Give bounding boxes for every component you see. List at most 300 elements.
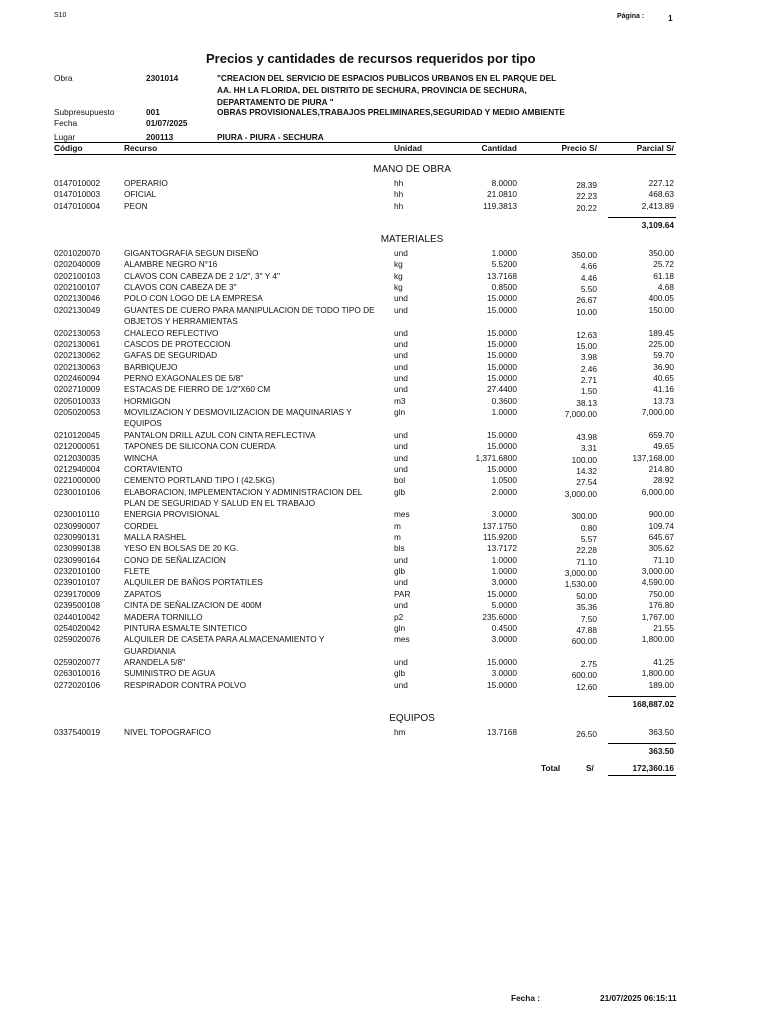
resource-code: 0263010016 xyxy=(54,668,101,679)
table-row xyxy=(0,201,768,212)
resource-price: 47.88 xyxy=(576,624,597,635)
lugar-label: Lugar xyxy=(54,132,76,142)
table-row xyxy=(0,189,768,200)
resource-qty: 0.3600 xyxy=(491,395,517,406)
section-title: EQUIPOS xyxy=(389,713,435,724)
obra-label: Obra xyxy=(54,73,73,83)
resource-code: 0202130063 xyxy=(54,361,101,372)
section-title: MANO DE OBRA xyxy=(373,164,451,175)
col-partial: Parcial S/ xyxy=(636,143,674,153)
resource-qty: 5.5200 xyxy=(491,259,517,270)
table-row xyxy=(0,178,768,189)
resource-code: 0202460094 xyxy=(54,373,101,383)
subpresupuesto-label: Subpresupuesto xyxy=(54,107,115,117)
resource-qty: 0.4500 xyxy=(491,622,517,633)
resource-unit: kg xyxy=(394,270,403,281)
resource-name: ARANDELA 5/8" xyxy=(124,657,186,667)
resource-qty: 3.0000 xyxy=(491,577,517,588)
resource-unit: und xyxy=(394,452,408,463)
resource-unit: und xyxy=(394,577,408,588)
table-row xyxy=(0,532,768,543)
resource-unit: und xyxy=(394,429,408,440)
subtotal-rule xyxy=(608,743,676,744)
resource-partial: 225.00 xyxy=(648,338,674,349)
resource-code: 0230010110 xyxy=(54,509,100,520)
table-row xyxy=(0,566,768,577)
table-row xyxy=(0,543,768,554)
resource-unit: und xyxy=(394,350,408,361)
page-number: 1 xyxy=(668,13,673,23)
resource-partial: 6,000.00 xyxy=(641,486,674,497)
resource-partial: 645.67 xyxy=(648,532,674,542)
table-row xyxy=(0,634,768,645)
resource-name: CHALECO REFLECTIVO xyxy=(124,327,219,338)
resource-name: MALLA RASHEL xyxy=(124,532,187,542)
resource-qty: 1.0000 xyxy=(491,248,517,258)
table-row xyxy=(0,577,768,588)
resource-name: SUMINISTRO DE AGUA xyxy=(124,668,216,679)
resource-partial: 59.70 xyxy=(653,350,674,361)
resource-qty: 15.0000 xyxy=(487,338,517,349)
resource-code: 0202710009 xyxy=(54,384,101,395)
resource-partial: 41.16 xyxy=(653,384,674,395)
resource-qty: 2.0000 xyxy=(491,486,517,497)
table-row-continuation xyxy=(0,316,768,327)
resource-code: 0230990138 xyxy=(54,543,101,554)
resource-name: ALAMBRE NEGRO N°16 xyxy=(124,259,218,270)
resource-unit: und xyxy=(394,679,408,690)
resource-qty: 0.8500 xyxy=(491,282,517,293)
resource-name: GUANTES DE CUERO PARA MANIPULACION DE TODO TIPO DE xyxy=(124,304,375,315)
resource-price: 15.00 xyxy=(576,340,597,351)
table-row xyxy=(0,259,768,270)
resource-partial: 214.80 xyxy=(648,463,674,474)
section-subtotal: 168,887.02 xyxy=(632,699,674,709)
resource-qty: 1.0000 xyxy=(491,407,517,417)
resource-partial: 1,800.00 xyxy=(641,668,674,679)
resource-qty: 15.0000 xyxy=(487,373,517,383)
resource-code: 0147010004 xyxy=(54,200,101,211)
table-row xyxy=(0,521,768,532)
resource-price: 50.00 xyxy=(576,590,597,601)
resource-partial: 400.05 xyxy=(648,293,674,304)
resource-price: 100.00 xyxy=(571,454,597,465)
section-subtotal: 363.50 xyxy=(648,746,674,756)
resource-qty: 15.0000 xyxy=(487,463,517,474)
resource-partial: 900.00 xyxy=(648,509,674,520)
resource-code: 0212000051 xyxy=(54,441,101,452)
resource-price: 35.36 xyxy=(576,602,597,613)
resource-name-line2: OBJETOS Y HERRAMIENTAS xyxy=(124,316,238,327)
resource-name: ZAPATOS xyxy=(124,588,162,599)
resource-code: 0201020070 xyxy=(54,248,101,258)
resource-code: 0232010100 xyxy=(54,566,101,577)
resource-qty: 1.0000 xyxy=(491,566,517,577)
resource-partial: 109.74 xyxy=(648,520,674,531)
resource-price: 10.00 xyxy=(576,306,597,317)
table-row xyxy=(0,680,768,691)
resource-code: 0212940004 xyxy=(54,463,101,474)
lugar-code: 200113 xyxy=(146,132,174,142)
resource-qty: 15.0000 xyxy=(487,293,517,304)
resource-unit: und xyxy=(394,554,408,565)
resource-price: 2.46 xyxy=(580,363,597,374)
resource-code: 0210120045 xyxy=(54,429,101,440)
table-row xyxy=(0,430,768,441)
resource-partial: 25.72 xyxy=(653,259,674,270)
resource-qty: 5.0000 xyxy=(491,600,517,611)
footer-fecha-value: 21/07/2025 06:15:11 xyxy=(600,993,677,1003)
table-row xyxy=(0,668,768,679)
header-rule-bottom xyxy=(54,154,676,155)
obra-desc-line2: AA. HH LA FLORIDA, DEL DISTRITO DE SECHURA, PROVINCIA DE SECHURA, xyxy=(217,85,527,95)
total-currency: S/ xyxy=(586,763,594,773)
resource-unit: glb xyxy=(394,566,406,577)
resource-unit: und xyxy=(394,373,408,383)
resource-code: 0272020106 xyxy=(54,679,101,690)
subtotal-rule xyxy=(608,696,676,697)
resource-partial: 1,767.00 xyxy=(641,611,674,622)
resource-qty: 1.0000 xyxy=(491,554,517,565)
resource-code: 0239500108 xyxy=(54,600,101,611)
resource-name: CLAVOS CON CABEZA DE 3" xyxy=(124,282,237,293)
fecha-label: Fecha xyxy=(54,118,78,128)
resource-partial: 4.68 xyxy=(657,282,674,293)
resource-name: MADERA TORNILLO xyxy=(124,611,203,622)
page-label: Página : xyxy=(617,13,645,20)
resource-partial: 137,168.00 xyxy=(632,452,674,463)
table-row xyxy=(0,384,768,395)
resource-unit: kg xyxy=(394,259,403,270)
table-row xyxy=(0,407,768,418)
resource-code: 0230990131 xyxy=(54,532,101,542)
resource-partial: 41.25 xyxy=(653,657,674,667)
resource-name: HORMIGON xyxy=(124,395,171,406)
resource-price: 300.00 xyxy=(571,511,597,522)
table-row xyxy=(0,350,768,361)
resource-qty: 235.6000 xyxy=(482,611,517,622)
resource-qty: 8.0000 xyxy=(491,178,517,188)
resource-price: 0.80 xyxy=(580,522,597,533)
table-row xyxy=(0,282,768,293)
resource-partial: 189.45 xyxy=(648,327,674,338)
resource-name-line2: GUARDIANIA xyxy=(124,645,176,656)
subpresupuesto-code: 001 xyxy=(146,107,160,117)
resource-qty: 3.0000 xyxy=(491,668,517,679)
resource-unit: hh xyxy=(394,178,404,188)
resource-name: RESPIRADOR CONTRA POLVO xyxy=(124,679,247,690)
resource-unit: und xyxy=(394,338,408,349)
resource-price: 3,000.00 xyxy=(564,568,597,579)
resource-partial: 71.10 xyxy=(653,554,674,565)
resource-partial: 150.00 xyxy=(648,304,674,315)
resource-qty: 119.3813 xyxy=(483,200,517,211)
table-row xyxy=(0,612,768,623)
resource-price: 3.98 xyxy=(580,352,597,363)
table-row xyxy=(0,623,768,634)
resource-qty: 15.0000 xyxy=(487,350,517,361)
resource-price: 28.39 xyxy=(576,180,597,190)
resource-unit: mes xyxy=(394,634,410,645)
resource-partial: 4,590.00 xyxy=(641,577,674,588)
resource-qty: 1,371.6800 xyxy=(475,452,517,463)
table-row xyxy=(0,362,768,373)
section-title: MATERIALES xyxy=(380,234,444,245)
resource-price: 22.28 xyxy=(576,545,597,556)
resource-code: 0244010042 xyxy=(54,611,101,622)
resource-partial: 176.80 xyxy=(648,600,674,611)
resource-price: 4.66 xyxy=(580,261,597,272)
resource-code: 0202130061 xyxy=(54,338,101,349)
table-row-continuation xyxy=(0,418,768,429)
resource-code: 0202130049 xyxy=(54,304,101,315)
resource-code: 0202130046 xyxy=(54,293,101,304)
resource-partial: 13.73 xyxy=(653,395,674,406)
resource-partial: 36.90 xyxy=(653,361,674,372)
obra-desc-line3: DEPARTAMENTO DE PIURA " xyxy=(217,97,334,107)
resource-name: ELABORACION, IMPLEMENTACION Y ADMINISTRACION DEL xyxy=(124,486,363,497)
resource-name: CEMENTO PORTLAND TIPO I (42.5KG) xyxy=(124,475,275,486)
table-row xyxy=(0,657,768,668)
resource-code: 0230010106 xyxy=(54,486,101,497)
resource-price: 20.22 xyxy=(576,202,597,213)
resource-price: 27.54 xyxy=(576,477,597,488)
resource-unit: und xyxy=(394,248,408,258)
resource-code: 0202100107 xyxy=(54,282,101,293)
resource-price: 3.31 xyxy=(580,443,597,454)
resource-price: 7,000.00 xyxy=(564,409,597,419)
resource-code: 0239170009 xyxy=(54,588,101,599)
resource-unit: glb xyxy=(394,486,406,497)
resource-unit: mes xyxy=(394,509,410,520)
resource-qty: 15.0000 xyxy=(487,361,517,372)
resource-partial: 3,000.00 xyxy=(641,566,674,577)
resource-qty: 15.0000 xyxy=(487,679,517,690)
resource-name: PINTURA ESMALTE SINTETICO xyxy=(124,622,247,633)
section-subtotal: 3,109.64 xyxy=(641,220,674,230)
resource-name: ALQUILER DE BAÑOS PORTATILES xyxy=(124,577,263,588)
resource-price: 600.00 xyxy=(571,670,597,681)
resource-unit: bol xyxy=(394,475,406,486)
resource-unit: glb xyxy=(394,668,406,679)
table-row xyxy=(0,464,768,475)
resource-unit: hm xyxy=(394,727,406,737)
resource-name: CLAVOS CON CABEZA DE 2 1/2", 3" Y 4" xyxy=(124,270,280,281)
resource-partial: 61.18 xyxy=(653,270,674,281)
resource-price: 71.10 xyxy=(576,556,597,567)
resource-qty: 137.1750 xyxy=(482,520,517,531)
fecha-value: 01/07/2025 xyxy=(146,118,188,128)
resource-unit: und xyxy=(394,293,408,304)
resource-partial: 189.00 xyxy=(648,679,674,690)
resource-price: 5.50 xyxy=(580,284,597,295)
resource-unit: und xyxy=(394,361,408,372)
resource-code: 0221000000 xyxy=(54,475,101,486)
table-row-continuation xyxy=(0,646,768,657)
resource-qty: 13.7172 xyxy=(487,543,517,554)
resource-unit: hh xyxy=(394,200,404,211)
table-row xyxy=(0,487,768,498)
table-row xyxy=(0,441,768,452)
resource-name: PANTALON DRILL AZUL CON CINTA REFLECTIVA xyxy=(124,429,316,440)
resource-code: 0230990007 xyxy=(54,520,101,531)
resource-partial: 2,413.89 xyxy=(641,200,674,211)
col-unit: Unidad xyxy=(394,143,423,153)
resource-price: 2.75 xyxy=(580,659,597,669)
resource-qty: 15.0000 xyxy=(487,588,517,599)
table-row xyxy=(0,373,768,384)
column-header xyxy=(0,143,768,154)
resource-name: OPERARIO xyxy=(124,178,168,188)
resource-name: BARBIQUEJO xyxy=(124,361,178,372)
page-title: Precios y cantidades de recursos requeridos por tipo xyxy=(206,51,536,66)
resource-code: 0147010002 xyxy=(54,178,101,188)
resource-price: 22.23 xyxy=(576,191,597,202)
resource-code: 0259020077 xyxy=(54,657,101,667)
total-rule xyxy=(608,775,676,776)
table-row xyxy=(0,293,768,304)
resource-code: 0147010003 xyxy=(54,189,101,200)
resource-partial: 21.55 xyxy=(653,622,674,633)
resource-name: GAFAS DE SEGURIDAD xyxy=(124,350,218,361)
resource-name: CONO DE SEÑALIZACION xyxy=(124,554,226,565)
resource-qty: 15.0000 xyxy=(487,327,517,338)
resource-code: 0202130053 xyxy=(54,327,101,338)
resource-price: 14.32 xyxy=(576,465,597,476)
resource-partial: 40.65 xyxy=(653,373,674,383)
table-row xyxy=(0,339,768,350)
resource-code: 0205010033 xyxy=(54,395,101,406)
resource-name: WINCHA xyxy=(124,452,158,463)
lugar-desc: PIURA - PIURA - SECHURA xyxy=(217,132,324,142)
resource-price: 1,530.00 xyxy=(564,579,597,590)
resource-unit: und xyxy=(394,384,408,395)
resource-qty: 115.9200 xyxy=(483,532,517,542)
resource-unit: m3 xyxy=(394,395,406,406)
resource-unit: m xyxy=(394,532,401,542)
resource-partial: 305.62 xyxy=(648,543,674,554)
resource-price: 350.00 xyxy=(571,250,597,260)
table-row xyxy=(0,509,768,520)
resource-qty: 1.0500 xyxy=(491,475,517,486)
resource-code: 0202040009 xyxy=(54,259,101,270)
resource-name: FLETE xyxy=(124,566,150,577)
resource-name: MOVILIZACION Y DESMOVILIZACION DE MAQUINARIAS Y xyxy=(124,407,352,417)
resource-unit: und xyxy=(394,657,408,667)
resource-qty: 15.0000 xyxy=(487,441,517,452)
resource-unit: und xyxy=(394,304,408,315)
footer-fecha-label: Fecha : xyxy=(511,993,541,1003)
col-resource: Recurso xyxy=(124,143,158,153)
resource-name: CORDEL xyxy=(124,520,159,531)
resource-code: 0239010107 xyxy=(54,577,101,588)
resource-unit: hh xyxy=(394,189,404,200)
table-row xyxy=(0,475,768,486)
resource-name: ALQUILER DE CASETA PARA ALMACENAMIENTO Y xyxy=(124,634,325,645)
resource-partial: 750.00 xyxy=(648,588,674,599)
resource-unit: m xyxy=(394,520,401,531)
resource-qty: 15.0000 xyxy=(487,429,517,440)
total-value: 172,360.16 xyxy=(632,763,674,773)
resource-qty: 21.0810 xyxy=(487,189,517,200)
table-row xyxy=(0,396,768,407)
resource-price: 12.63 xyxy=(576,329,597,340)
col-code: Código xyxy=(54,143,83,153)
resource-price: 1.50 xyxy=(580,386,597,397)
resource-partial: 1,800.00 xyxy=(641,634,674,645)
resource-partial: 28.92 xyxy=(653,475,674,486)
col-qty: Cantidad xyxy=(481,143,517,153)
resource-price: 4.46 xyxy=(580,272,597,283)
resource-code: 0259020076 xyxy=(54,634,101,645)
resource-price: 3,000.00 xyxy=(564,488,597,499)
resource-name-line2: EQUIPOS xyxy=(124,418,162,429)
resource-unit: und xyxy=(394,600,408,611)
resource-unit: p2 xyxy=(394,611,404,622)
report-code: S10 xyxy=(54,12,67,19)
resource-code: 0202100103 xyxy=(54,270,101,281)
resource-unit: kg xyxy=(394,282,403,293)
resource-name-line2: PLAN DE SEGURIDAD Y SALUD EN EL TRABAJO xyxy=(124,497,316,508)
resource-price: 38.13 xyxy=(576,397,597,408)
table-row xyxy=(0,248,768,259)
resource-name: CORTAVIENTO xyxy=(124,463,183,474)
subtotal-rule xyxy=(608,217,676,218)
obra-desc-line1: "CREACION DEL SERVICIO DE ESPACIOS PUBLICOS URBANOS EN EL PARQUE DEL xyxy=(217,73,557,83)
col-price: Precio S/ xyxy=(561,143,597,153)
resource-qty: 27.4400 xyxy=(487,384,517,395)
table-row xyxy=(0,589,768,600)
resource-name: ESTACAS DE FIERRO DE 1/2"X60 CM xyxy=(124,384,271,395)
resource-name: PEON xyxy=(124,200,148,211)
resource-name: CINTA DE SEÑALIZACION DE 400M xyxy=(124,600,262,611)
resource-partial: 659.70 xyxy=(648,429,674,440)
resource-name: YESO EN BOLSAS DE 20 KG. xyxy=(124,543,239,554)
resource-name: NIVEL TOPOGRAFICO xyxy=(124,727,211,737)
resource-partial: 363.50 xyxy=(648,727,674,737)
resource-code: 0212030035 xyxy=(54,452,101,463)
obra-code: 2301014 xyxy=(146,73,179,83)
resource-code: 0337540019 xyxy=(54,727,101,737)
resource-partial: 227.12 xyxy=(648,178,674,188)
table-row xyxy=(0,271,768,282)
table-row xyxy=(0,555,768,566)
table-row xyxy=(0,305,768,316)
resource-name: GIGANTOGRAFIA SEGUN DISEÑO xyxy=(124,248,259,258)
resource-code: 0205020053 xyxy=(54,407,101,417)
resource-qty: 15.0000 xyxy=(487,657,517,667)
resource-price: 2.71 xyxy=(580,375,597,385)
resource-qty: 15.0000 xyxy=(487,304,517,315)
table-row xyxy=(0,727,768,738)
table-row-continuation xyxy=(0,498,768,509)
table-row xyxy=(0,453,768,464)
table-row xyxy=(0,328,768,339)
resource-name: OFICIAL xyxy=(124,189,157,200)
resource-name: PERNO EXAGONALES DE 5/8" xyxy=(124,373,244,383)
resource-name: CASCOS DE PROTECCION xyxy=(124,338,231,349)
resource-unit: gln xyxy=(394,622,406,633)
resource-name: ENERGIA PROVISIONAL xyxy=(124,509,220,520)
resource-qty: 13.7168 xyxy=(487,270,517,281)
table-row xyxy=(0,600,768,611)
resource-partial: 350.00 xyxy=(648,248,674,258)
total-label: Total xyxy=(541,763,561,773)
resource-partial: 468.63 xyxy=(648,189,674,200)
resource-code: 0254020042 xyxy=(54,622,101,633)
resource-unit: und xyxy=(394,463,408,474)
resource-code: 0230990164 xyxy=(54,554,101,565)
